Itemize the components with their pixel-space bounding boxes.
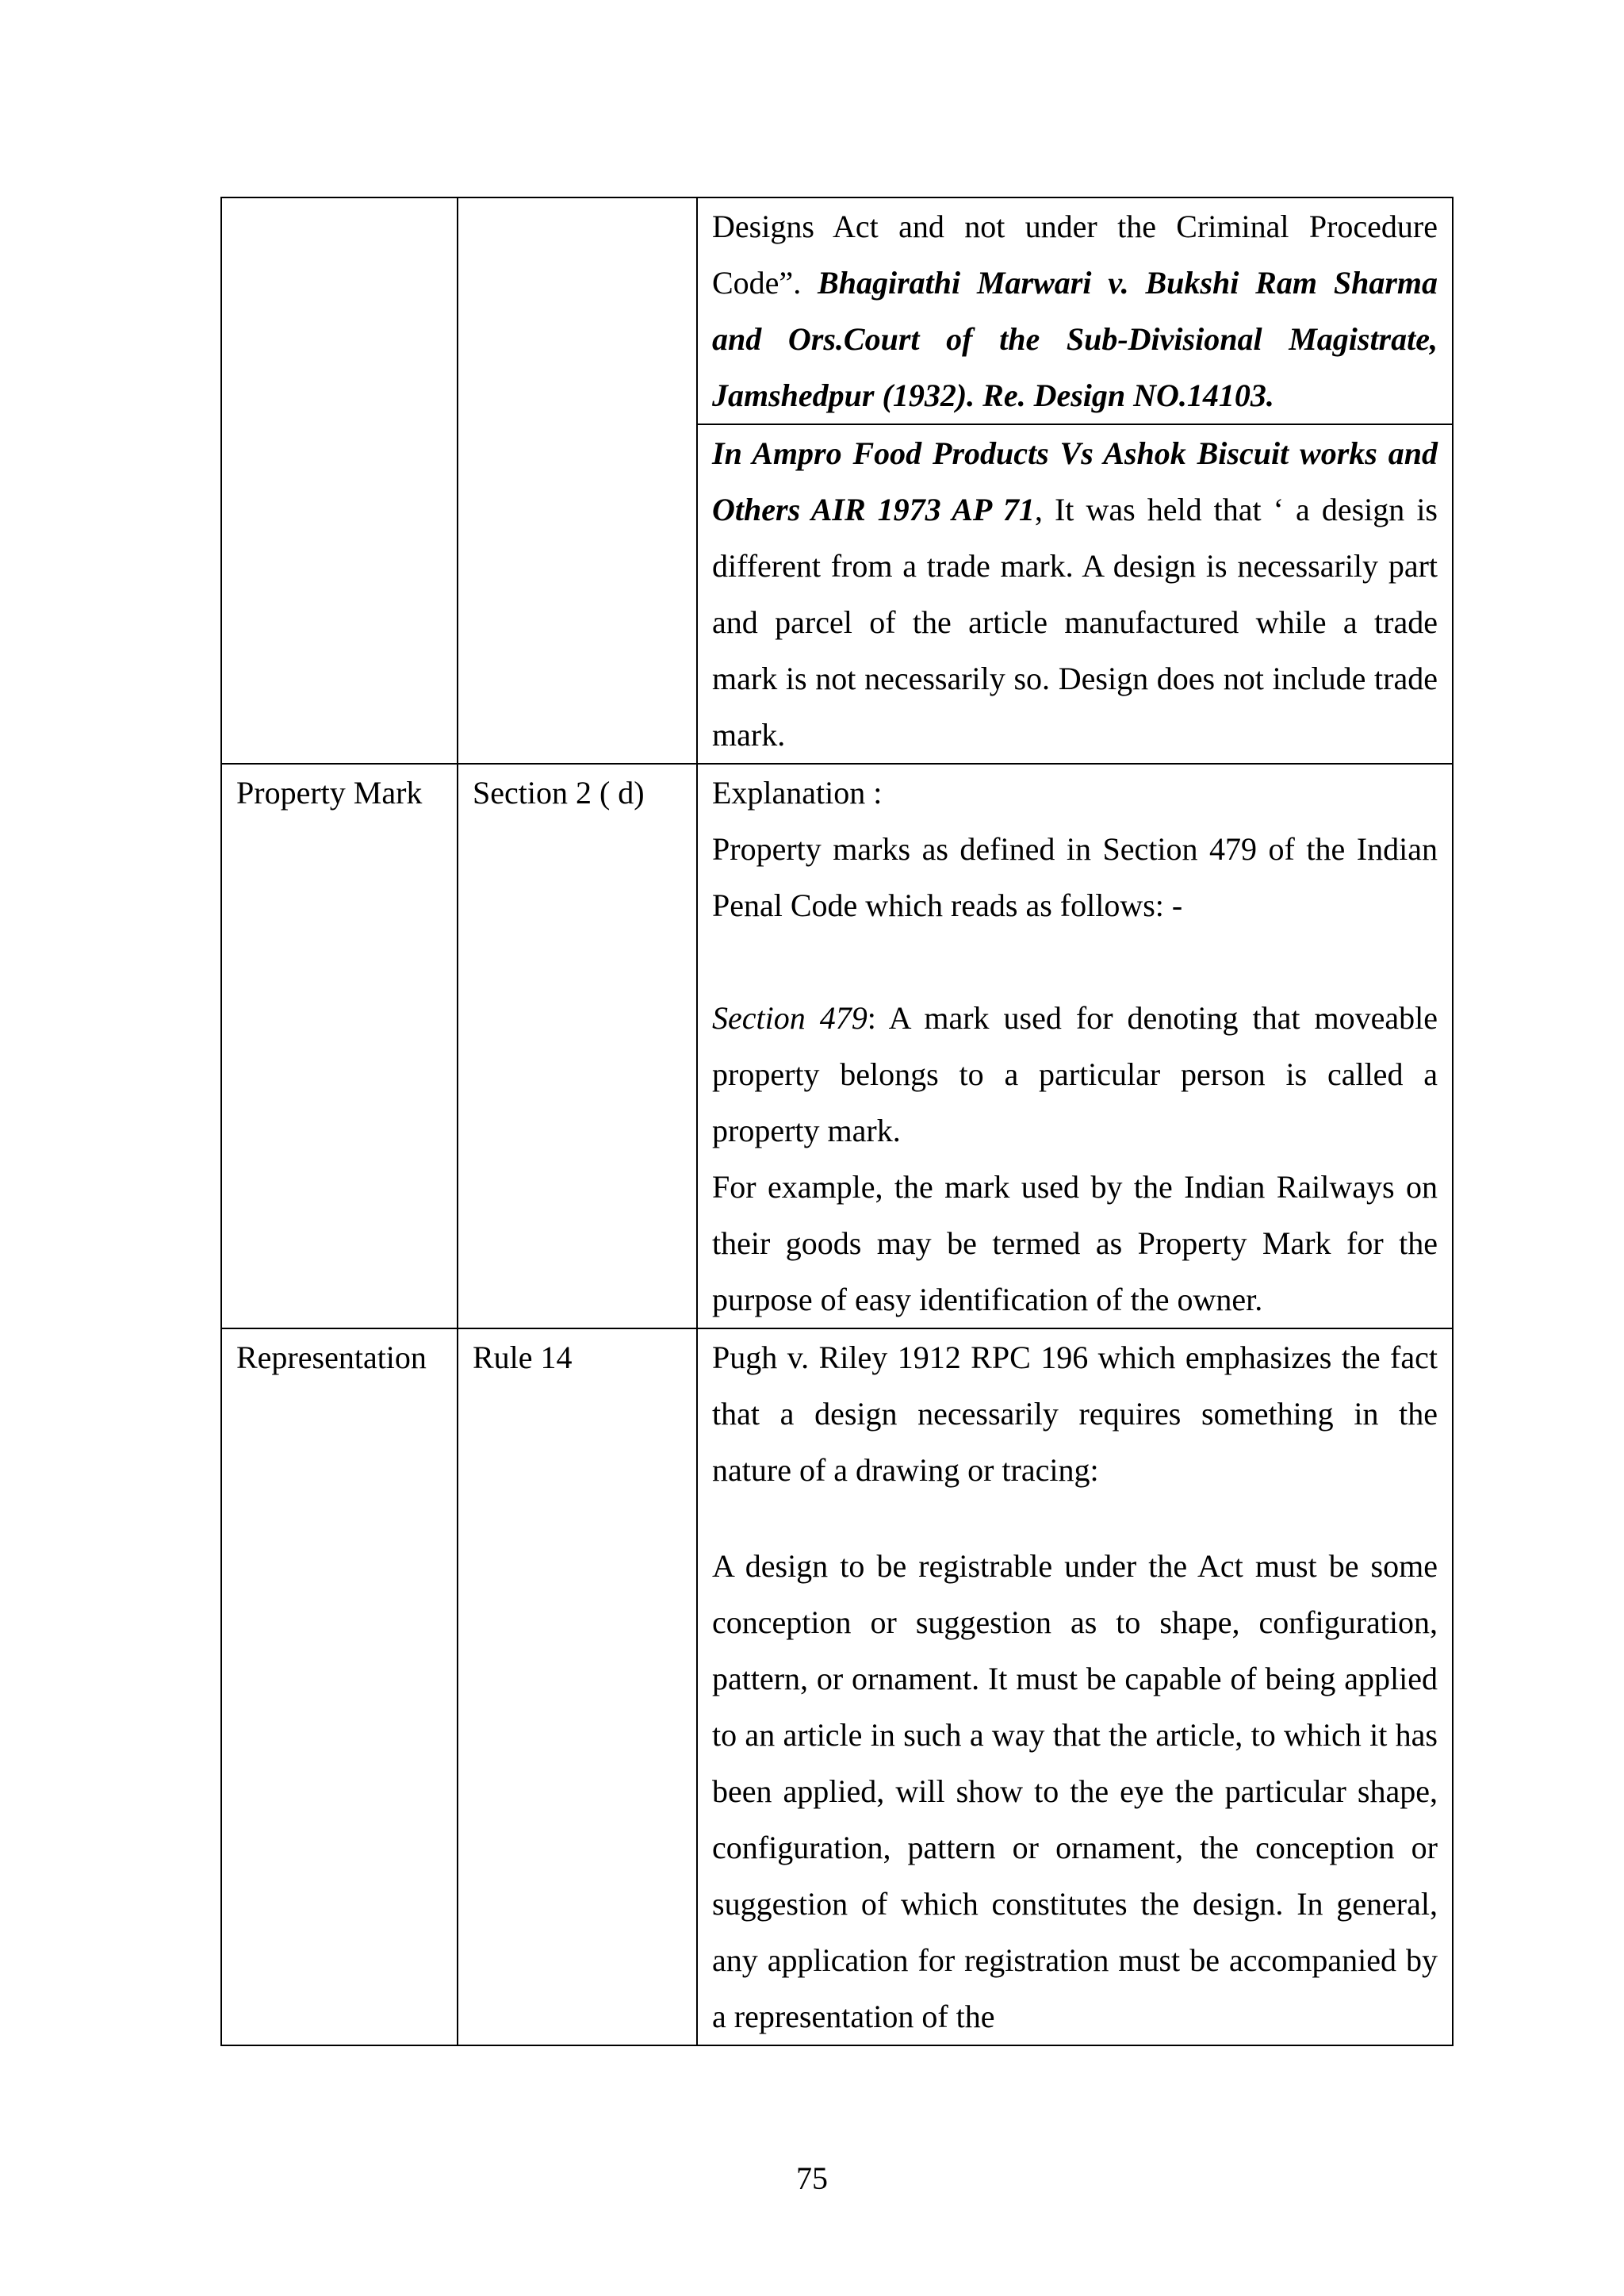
table-row [221,764,1453,1328]
body-paragraph [712,990,1438,1159]
body-text: Designs Act and not under the Criminal Procedure Code”. [712,209,1438,301]
table-row [221,197,1453,424]
section-label: Section 479 [712,1000,868,1036]
description-cell [697,764,1453,1328]
paragraph-gap [712,1498,1438,1538]
case-citation: Bhagirathi Marwari v. Bukshi Ram Sharma and Ors.Court of the Sub-Divisional Magistrate, Jamshedpur (1932). Re. Design NO.14103. [712,265,1438,413]
body-paragraph: A design to be registrable under the Act must be some conception or suggestion as to shape, configuration, pattern, or ornament. It must be capable of being applied to an article in such a way that the article, to which it has been applied, will show to the eye the particular shape, configuration, pattern or ornament, the conception or suggestion of which constitutes the design. In general, any application for registration must be accompanied by a representation of the [712,1548,1438,2034]
explanation-heading: Explanation : [712,775,883,811]
body-text: : A mark used for denoting that moveable property belongs to a particular person is called a property mark. [712,1000,1438,1148]
case-citation: In Ampro Food Products Vs Ashok Biscuit works and Others AIR 1973 AP 71 [712,435,1438,527]
term-cell: Representation [221,1328,458,2045]
description-cell [697,1328,1453,2045]
term-cell [221,197,458,764]
body-text: , It was held that ‘ a design is different from a trade mark. A design is necessarily part and parcel of the article manufactured while a trade mark is not necessarily so. Design does not include trade mark. [712,492,1438,753]
content-table [220,197,1454,2046]
section-cell: Section 2 ( d) [458,764,697,1328]
section-cell [458,197,697,764]
body-paragraph: Pugh v. Riley 1912 RPC 196 which emphasizes the fact that a design necessarily requires something in the nature of a drawing or tracing: [712,1340,1438,1488]
body-paragraph: Property marks as defined in Section 479 of the Indian Penal Code which reads as follows: - [712,831,1438,923]
description-cell [697,424,1453,764]
section-cell: Rule 14 [458,1328,697,2045]
page-number: 75 [796,2160,828,2196]
body-paragraph: For example, the mark used by the Indian Railways on their goods may be termed as Property Mark for the purpose of easy identification of the owner. [712,1169,1438,1317]
table-row [221,1328,1453,2045]
term-cell: Property Mark [221,764,458,1328]
paragraph-gap [712,933,1438,990]
description-cell [697,197,1453,424]
